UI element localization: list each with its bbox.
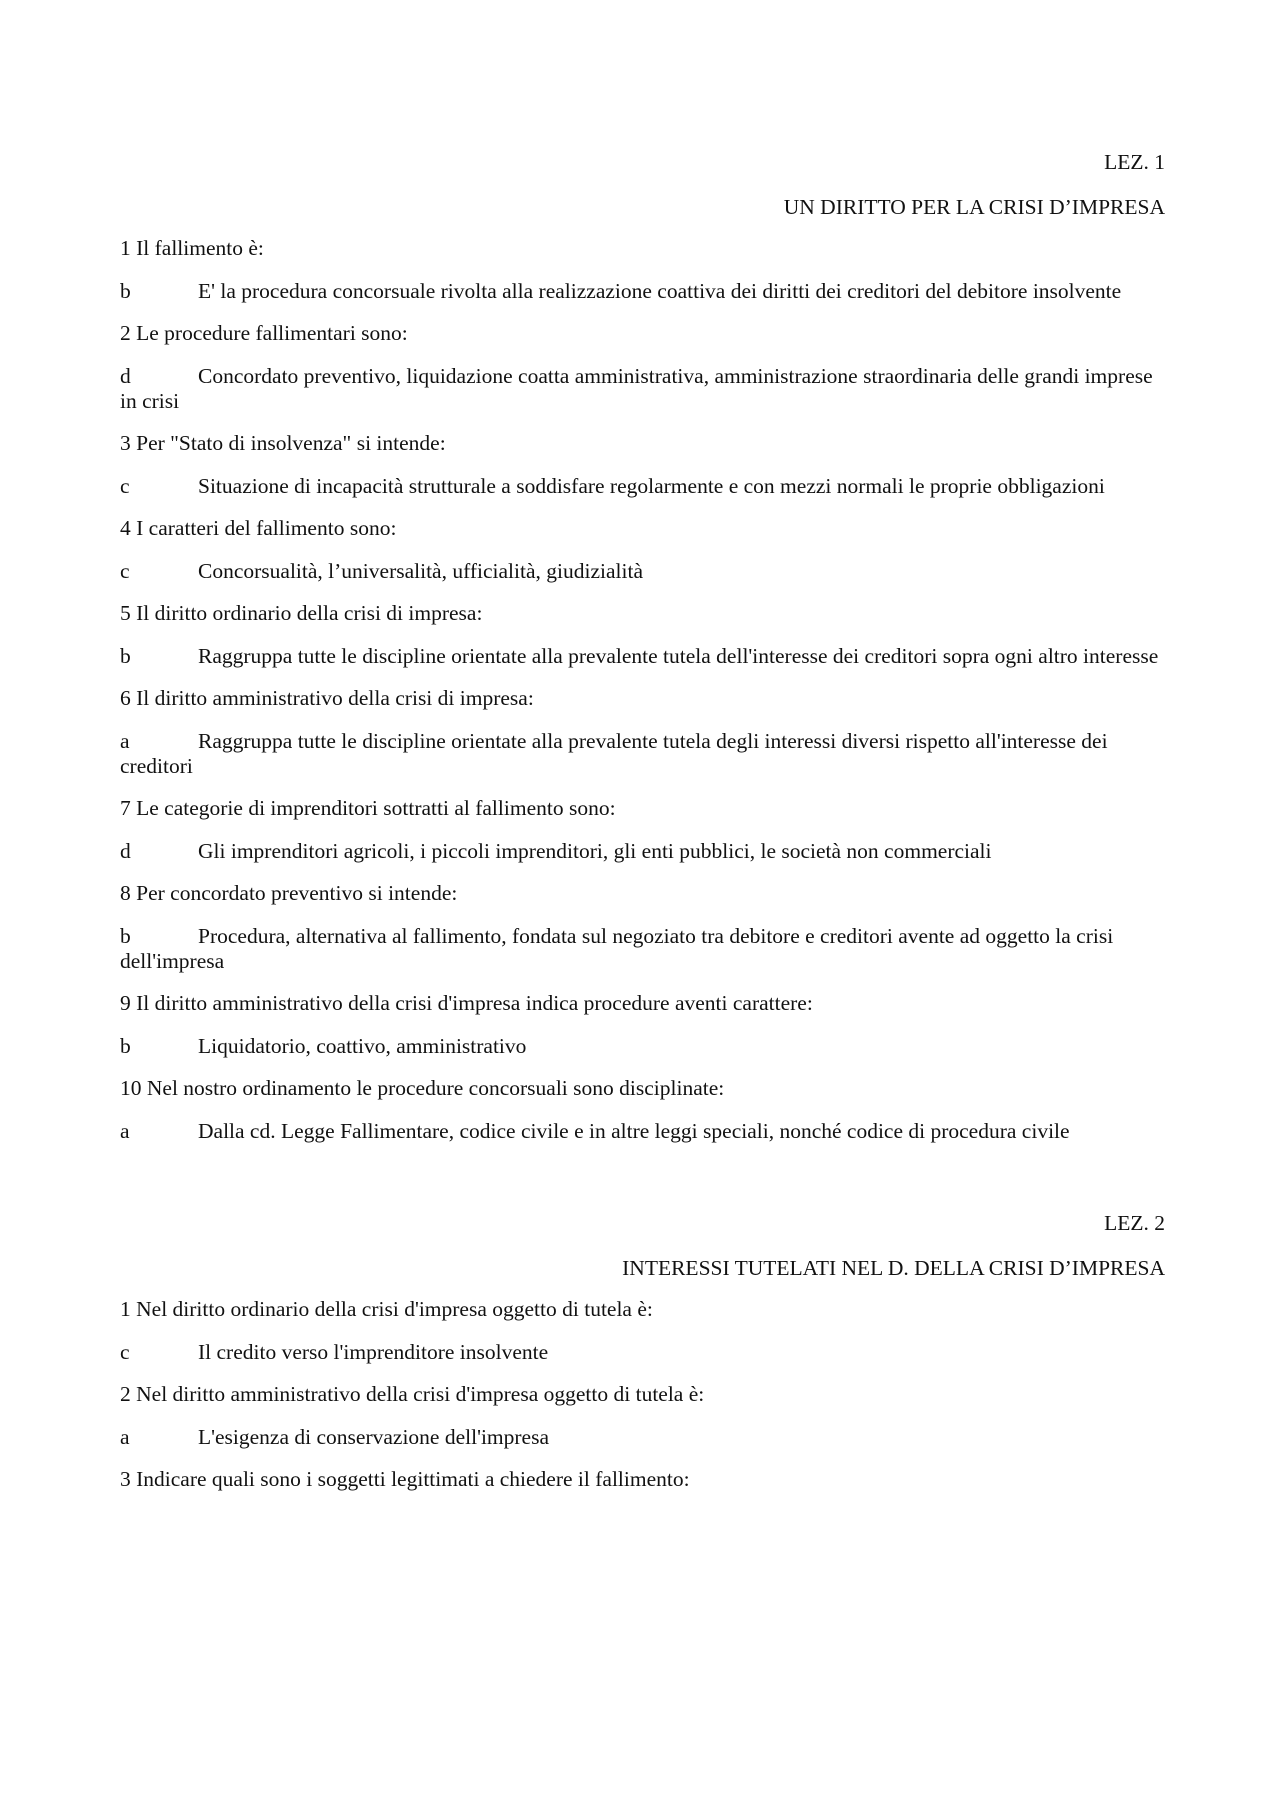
answer-text: Il credito verso l'imprenditore insolvente — [198, 1340, 549, 1364]
question: 5 Il diritto ordinario della crisi di impresa: — [120, 601, 483, 625]
answer — [120, 1340, 1165, 1365]
answer — [120, 559, 1165, 584]
lesson-title: UN DIRITTO PER LA CRISI D’IMPRESA — [783, 195, 1165, 219]
lesson-1-header — [120, 150, 1165, 220]
answer — [120, 839, 1165, 864]
answer — [120, 924, 1165, 974]
answer — [120, 729, 1165, 779]
answer-letter: b — [120, 1034, 131, 1058]
question: 7 Le categorie di imprenditori sottratti al fallimento sono: — [120, 796, 616, 820]
question: 6 Il diritto amministrativo della crisi di impresa: — [120, 686, 534, 710]
answer — [120, 1119, 1165, 1144]
section-spacer — [120, 1161, 1165, 1211]
question: 3 Indicare quali sono i soggetti legittimati a chiedere il fallimento: — [120, 1467, 690, 1491]
answer-text: Liquidatorio, coattivo, amministrativo — [198, 1034, 527, 1058]
answer — [120, 474, 1165, 499]
answer-text: Situazione di incapacità strutturale a soddisfare regolarmente e con mezzi normali le proprie obbligazioni — [198, 474, 1105, 498]
lesson-title: INTERESSI TUTELATI NEL D. DELLA CRISI D’IMPRESA — [622, 1256, 1165, 1280]
answer-text: Concorsualità, l’universalità, ufficialità, giudizialità — [198, 559, 643, 583]
answer — [120, 364, 1165, 414]
answer-letter: a — [120, 729, 130, 753]
question: 9 Il diritto amministrativo della crisi d'impresa indica procedure aventi carattere: — [120, 991, 813, 1015]
answer-text: Procedura, alternativa al fallimento, fondata sul negoziato tra debitore e creditori avente ad oggetto la crisi dell'impresa — [120, 924, 1114, 973]
question: 3 Per "Stato di insolvenza" si intende: — [120, 431, 446, 455]
answer-text: Dalla cd. Legge Fallimentare, codice civile e in altre leggi speciali, nonché codice di procedura civile — [198, 1119, 1070, 1143]
question: 2 Le procedure fallimentari sono: — [120, 321, 408, 345]
question: 1 Il fallimento è: — [120, 236, 264, 260]
answer — [120, 1425, 1165, 1450]
answer-letter: b — [120, 644, 131, 668]
question: 1 Nel diritto ordinario della crisi d'impresa oggetto di tutela è: — [120, 1297, 653, 1321]
question: 8 Per concordato preventivo si intende: — [120, 881, 458, 905]
answer-text: Raggruppa tutte le discipline orientate alla prevalente tutela degli interessi diversi rispetto all'interesse dei creditori — [120, 729, 1108, 778]
answer-text: Concordato preventivo, liquidazione coatta amministrativa, amministrazione straordinaria delle grandi imprese in crisi — [120, 364, 1153, 413]
lesson-2-header — [120, 1211, 1165, 1281]
document-content — [120, 150, 1165, 1510]
answer-letter: c — [120, 559, 130, 583]
question: 10 Nel nostro ordinamento le procedure concorsuali sono disciplinate: — [120, 1076, 725, 1100]
answer-text: Raggruppa tutte le discipline orientate alla prevalente tutela dell'interesse dei creditori sopra ogni altro interesse — [198, 644, 1159, 668]
answer-letter: b — [120, 279, 131, 303]
answer — [120, 644, 1165, 669]
lesson-number: LEZ. 1 — [1104, 150, 1165, 174]
answer-text: E' la procedura concorsuale rivolta alla realizzazione coattiva dei diritti dei creditori del debitore insolvente — [198, 279, 1122, 303]
answer-text: Gli imprenditori agricoli, i piccoli imprenditori, gli enti pubblici, le società non commerciali — [198, 839, 992, 863]
answer-letter: c — [120, 1340, 130, 1364]
answer-letter: c — [120, 474, 130, 498]
answer-letter: a — [120, 1425, 130, 1449]
answer-letter: d — [120, 364, 131, 388]
answer-text: L'esigenza di conservazione dell'impresa — [198, 1425, 550, 1449]
answer — [120, 279, 1165, 304]
lesson-number: LEZ. 2 — [1104, 1211, 1165, 1235]
answer-letter: d — [120, 839, 131, 863]
answer-letter: b — [120, 924, 131, 948]
question: 4 I caratteri del fallimento sono: — [120, 516, 397, 540]
answer — [120, 1034, 1165, 1059]
question: 2 Nel diritto amministrativo della crisi d'impresa oggetto di tutela è: — [120, 1382, 705, 1406]
answer-letter: a — [120, 1119, 130, 1143]
